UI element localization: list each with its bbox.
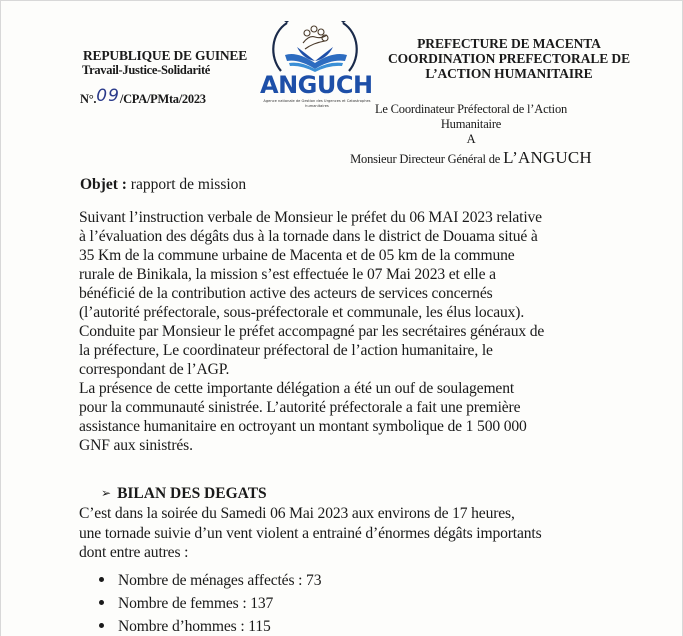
prefecture-line: COORDINATION PREFECTORALE DE [388, 51, 630, 66]
subject-line [80, 176, 246, 194]
section-title: BILAN DES DEGATS [117, 485, 267, 502]
text-line: La présence de cette importante délégation a été un ouf de soulagement [79, 380, 515, 397]
text-line: dont entre autres : [79, 544, 189, 561]
arrow-bullet-icon: ➢ [101, 486, 112, 500]
stat-label: Nombre de femmes : [118, 595, 251, 612]
stat-label: Nombre d’hommes : [118, 618, 249, 635]
logo-subtitle: Agence nationale de Gestion des Urgences et Catastrophes humanitaires [263, 99, 371, 108]
prefecture-line: PREFECTURE DE MACENTA [417, 36, 601, 51]
text-line: Conduite par Monsieur le préfet accompagné par les secrétaires généraux de [79, 323, 545, 340]
recipient-org: L’ANGUCH [503, 148, 592, 167]
text-line: 35 Km de la commune urbaine de Macenta et de 05 km de la commune [79, 247, 515, 264]
reference-handwritten-number: 09 [96, 86, 120, 106]
section-heading-bilan [101, 485, 267, 503]
text-line: à l’évaluation des dégâts dus à la tornade dans le district de Douama situé à [79, 228, 538, 245]
stat-value: 137 [250, 595, 274, 612]
list-item [99, 592, 321, 615]
list-item [99, 615, 321, 636]
country-title: REPUBLIQUE DE GUINEE [83, 48, 248, 63]
bullet-dot-icon [99, 577, 104, 582]
text-line: C’est dans la soirée du Samedi 06 Mai 2023 aux environs de 17 heures, [79, 505, 515, 522]
text-line: correspondant de l’AGP. [79, 361, 230, 378]
national-motto: Travail-Justice-Solidarité [82, 63, 211, 77]
damage-stats-list [99, 569, 321, 636]
subject-label: Objet : [80, 176, 127, 193]
bullet-dot-icon [99, 623, 104, 628]
text-line: la préfecture, Le coordinateur préfectoral de l’action humanitaire, le [79, 342, 493, 359]
prefecture-header [379, 36, 639, 81]
to-marker: A [466, 132, 476, 146]
logo-emblem-icon [257, 19, 375, 79]
text-line: rurale de Binikala, la mission s’est effectuée le 07 Mai 2023 et elle a [79, 266, 496, 283]
stat-value: 73 [306, 572, 322, 589]
text-line: GNF aux sinistrés. [79, 437, 193, 454]
text-line: bénéficié de la contribution active des acteurs de services concernés [79, 285, 493, 302]
text-line: une tornade suivie d’un vent violent a entrainé d’énormes dégâts importants [79, 524, 542, 542]
subject-value: rapport de mission [126, 176, 247, 193]
prefecture-line: L’ACTION HUMANITAIRE [425, 66, 593, 81]
reference-suffix: /CPA/PMta/2023 [119, 92, 206, 106]
stat-label: Nombre de ménages affectés : [118, 572, 307, 589]
logo-wordmark: ANGUCH [260, 71, 373, 99]
address-block [301, 102, 641, 167]
sender-line-1: Le Coordinateur Préfectoral de l’Action [374, 102, 568, 116]
recipient-line [301, 150, 641, 167]
bullet-dot-icon [99, 600, 104, 605]
text-line: Suivant l’instruction verbale de Monsieur le préfet du 06 MAI 2023 relative [79, 209, 542, 226]
sender-line-2: Humanitaire [440, 117, 502, 131]
intro-paragraph [79, 208, 679, 455]
text-line: assistance humanitaire en octroyant un montant symbolique de 1 500 000 [79, 418, 527, 435]
stat-value: 115 [248, 618, 271, 635]
bilan-paragraph [79, 504, 679, 563]
text-line: (l’autorité préfectorale, sous-préfectorale et communale, les élus locaux). [79, 304, 525, 321]
reference-number [80, 88, 206, 108]
reference-prefix: N°. [80, 92, 97, 106]
list-item [99, 569, 321, 592]
recipient-prefix: Monsieur Directeur Général de [350, 152, 504, 166]
text-line: pour la communauté sinistrée. L’autorité préfectorale a fait une première [79, 399, 521, 416]
